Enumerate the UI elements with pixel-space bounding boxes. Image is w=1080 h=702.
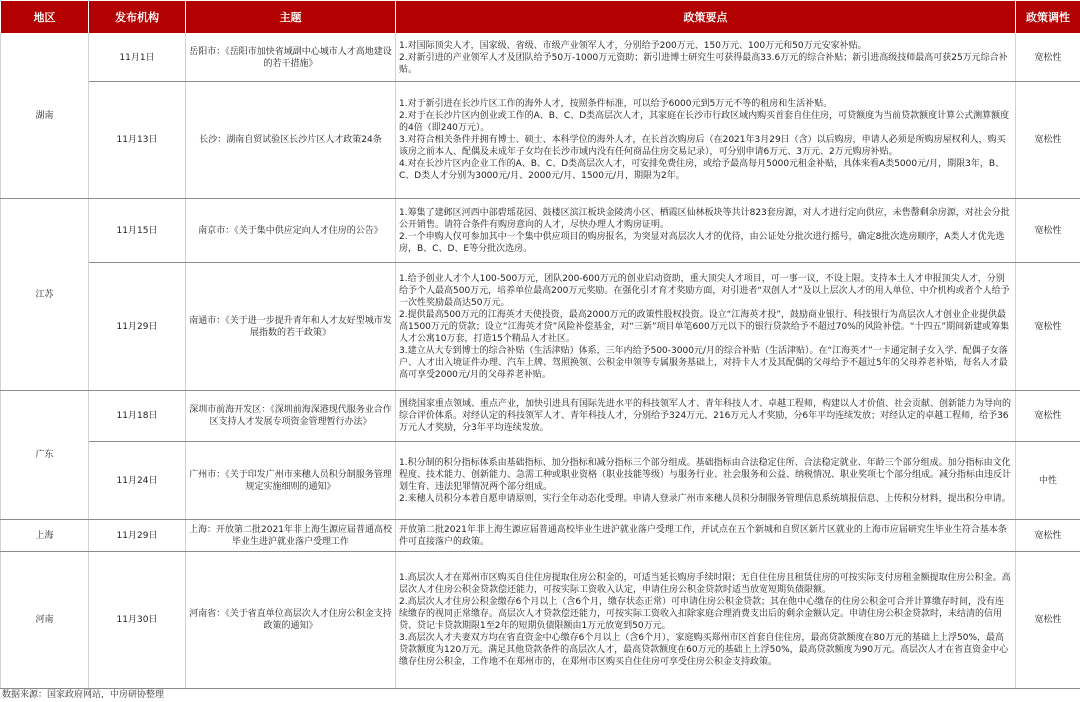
policy-point: 1.给予创业人才个人100-500万元，团队200-600万元的创业启动资助，重大顶尖人才项目，可一事一议，不设上限。支持本土人才申报顶尖人才，分别给予个人最高500万元，培养单位最高200万元奖励。在强化引才育才奖励方面，对引进者“双创人才”及以上层次人才的用人单位、中介机构或者个人给予一次性奖励最高达50万元。 (399, 273, 1010, 308)
policy-point: 1.筹集了建邺区河西中部碧瑶花园、鼓楼区滨江板块金陵湾小区、栖霞区仙林板块等共计823套房源，对人才进行定向供应，未售罄剩余房源，对社会分批公开销售。请符合条件有购房意向的人才，尽快办理人才购房证明。 (399, 207, 1010, 230)
date-cell: 11月30日 (89, 552, 186, 689)
policy-point: 3.建立从大专到博士的综合补贴（生活津贴）体系，三年内给予500-3000元/月的综合补贴（生活津贴）。在“江海英才”一卡通定制子女入学、配偶子女落户、人才出入境证件办理、汽车上牌、驾照换领、公积金申领等专属服务基础上，对持卡人才及其配偶的父母给予不超过5年的父母养老补贴，每名人才最高可享受2000元/月的父母养老补贴。 (399, 345, 1008, 380)
source-note: 数据来源：国家政府网站，中房研协整理 (2, 690, 165, 700)
table-row (1, 552, 1080, 689)
table-row (1, 520, 1080, 552)
policy-point: 2.一个申购人仅可参加其中一个集中供应项目的购房报名，为突显对高层次人才的优待，由公证处分批次进行摇号，确定8批次选房顺序，A类人才优先选房，B、C、D、E等分批次选房。 (399, 231, 1005, 254)
level-cell: 宽松性 (1016, 263, 1080, 391)
subject-cell: 长沙：湖南自贸试验区长沙片区人才政策24条 (186, 82, 396, 199)
date-cell: 11月1日 (89, 34, 186, 82)
region-cell: 广东 (1, 391, 89, 520)
subject-cell: 南通市：《关于进一步提升青年和人才友好型城市发展指数的若干政策》 (186, 263, 396, 391)
date-cell: 11月29日 (89, 263, 186, 391)
table-row (1, 34, 1080, 82)
table-row (1, 199, 1080, 263)
subject-cell: 南京市：《关于集中供应定向人才住房的公告》 (186, 199, 396, 263)
date-cell: 11月29日 (89, 520, 186, 552)
policy-point: 围绕国家重点领域、重点产业，加快引进具有国际先进水平的科技领军人才、青年科技人才、卓越工程师，构建以人才价值、社会贡献、创新能力为导向的综合评价体系。对经认定的科技领军人才、青年科技人才，分别给予324万元、216万元人才奖励，分6年平均连续发放；对经认定的卓越工程师，给予36万元人才奖励，分3年平均连续发放。 (399, 399, 1012, 433)
table-row (1, 442, 1080, 520)
subject-cell: 上海：开放第二批2021年非上海生源应届普通高校毕业生进沪就业落户受理工作 (186, 520, 396, 552)
policy-point: 2.高层次人才住房公积金缴存6个月以上（含6个月，缴存状态正常）可申请住房公积金贷款；其在他中心缴存的住房公积金可合并计算缴存时间，没有连续缴存的视同正常缴存。高层次人才贷款偿还能力，可按实际工资收入扣除家庭合理消费支出后的剩余金额认定。申请住房公积金贷款时，未结清的信用贷、贷记卡贷款期限1至2年的短期负债限额由1万元放宽到50万元。 (399, 597, 1005, 631)
policy-point: 开放第二批2021年非上海生源应届普通高校毕业生进沪就业落户受理工作，并试点在五个新城和自贸区新片区就业的上海市应届研究生毕业生符合基本条件可直接落户的政策。 (399, 524, 1007, 547)
date-cell: 11月13日 (89, 82, 186, 199)
table-row (1, 263, 1080, 391)
date-cell: 11月24日 (89, 442, 186, 520)
policy-point: 1.高层次人才在郑州市区购买自住住房提取住房公积金的，可适当延长购房手续时限；无自住住房且租赁住房的可按实际支付房租金额提取住房公积金。高层次人才住房公积金贷款偿还能力，可按实际工资收入认定，申请住房公积金贷款时适当放宽短期负债限额。 (399, 573, 1011, 595)
policy-point: 3.对符合相关条件并拥有博士、硕士、本科学位的海外人才，在长首次购房后（在2021年3月29日（含）以后购房，申请人必须是所购房屋权利人，购买该房之前本人、配偶及未成年子女均在长沙市域内没有任何商品住房交易记录），可分别申请6万元、3万元、2万元购房补贴。 (399, 135, 1006, 157)
region-cell: 湖南 (1, 34, 89, 199)
date-cell: 11月18日 (89, 391, 186, 442)
policy-point: 2.来穗人员积分本着自愿申请原则，实行全年动态化受理。申请人登录广州市来穗人员积分制服务管理信息系统填报信息、上传积分材料，提出积分申请。 (399, 493, 1011, 504)
header-points: 政策要点 (396, 1, 1016, 34)
points-cell (396, 199, 1016, 263)
policy-point: 4.对在长沙片区内企业工作的A、B、C、D类高层次人才，可安排免费住房，或给予最高每月5000元租金补贴，具体来看A类5000元/月，期限3年，B、C、D类人才分别为3000元/月、2000元/月、1500元/月，期限为2年。 (399, 159, 1005, 181)
policy-point: 1.对国际顶尖人才，国家级、省级、市级产业领军人才，分别给予200万元、150万元、100万元和50万元安家补贴。 (399, 40, 867, 51)
header-subject: 主题 (186, 1, 396, 34)
policy-point: 3.高层次人才夫妻双方均在省直资金中心缴存6个月以上（含6个月），家庭购买郑州市区首套自住住房，最高贷款额度在80万元的基础上上浮50%，最高贷款额度为120万元。满足其他贷款条件的高层次人才，最高贷款额度在60万元的基础上上浮50%，最高贷款额度为90万元。高层次人才在省直资金中心缴存住房公积金，工作地不在郑州市的，在郑州市区购买自住住房可享受住房公积金支持政策。 (399, 633, 1009, 667)
points-cell (396, 391, 1016, 442)
level-cell: 宽松性 (1016, 199, 1080, 263)
level-cell: 宽松性 (1016, 82, 1080, 199)
policy-point: 2.对于在长沙片区内创业或工作的A、B、C、D类高层次人才，其家庭在长沙市行政区域内购买首套自住住房，可贷额度为当前贷款额度计算公式测算额度的4倍（即240万元）。 (399, 111, 1010, 133)
header-region: 地区 (1, 1, 89, 34)
table-header-row (1, 1, 1080, 34)
subject-cell: 广州市：《关于印发广州市来穗人员积分制服务管理规定实施细则的通知》 (186, 442, 396, 520)
header-institution: 发布机构 (89, 1, 186, 34)
region-cell: 江苏 (1, 199, 89, 391)
points-cell (396, 552, 1016, 689)
region-cell: 上海 (1, 520, 89, 552)
subject-cell: 岳阳市：《岳阳市加快省域副中心城市人才高地建设的若干措施》 (186, 34, 396, 82)
policy-point: 1.积分制的积分指标体系由基础指标、加分指标和减分指标三个部分组成。基础指标由合法稳定住所、合法稳定就业、年龄三个部分组成。加分指标由文化程度、技术能力、创新能力、急需工种或职业资格（职业技能等级）与服务行业、社会服务和公益、纳税情况、职业奖项七个部分组成。减分指标由违反计划生育、违法犯罪情况两个部分组成。 (399, 457, 1012, 492)
policy-point: 1.对于新引进在长沙片区工作的海外人才，按照条件标准，可以给予6000元到5万元不等的租房和生活补贴。 (399, 99, 833, 109)
level-cell: 宽松性 (1016, 391, 1080, 442)
table-row (1, 82, 1080, 199)
points-cell (396, 520, 1016, 552)
subject-cell: 深圳市前海开发区：《深圳前海深港现代服务业合作区支持人才发展专项资金管理暂行办法》 (186, 391, 396, 442)
table-row (1, 391, 1080, 442)
level-cell: 宽松性 (1016, 34, 1080, 82)
points-cell (396, 442, 1016, 520)
level-cell: 宽松性 (1016, 520, 1080, 552)
level-cell: 中性 (1016, 442, 1080, 520)
subject-cell: 河南省：《关于省直单位高层次人才住房公积金支持政策的通知》 (186, 552, 396, 689)
header-level: 政策调性 (1016, 1, 1080, 34)
date-cell: 11月15日 (89, 199, 186, 263)
points-cell (396, 82, 1016, 199)
points-cell (396, 34, 1016, 82)
region-cell: 河南 (1, 552, 89, 689)
level-cell: 宽松性 (1016, 552, 1080, 689)
policy-point: 2.对新引进的产业领军人才及团队给予50万-1000万元资助；新引进博士研究生可获得最高33.6万元的综合补贴；新引进高级技师最高可获25万元综合补贴。 (399, 52, 1008, 75)
points-cell (396, 263, 1016, 391)
policy-point: 2.提供最高500万元的江海英才天使投资，最高2000万元的政策性股权投资。设立“江海英才投”，鼓励商业银行、科技银行为高层次人才创业企业提供最高1500万元的贷款；设立“江海英才贷”风险补偿基金，对“三新”项目单笔600万元以下的银行贷款给予不超过70%的风险补偿。“十四五”期间新建或筹集人才公寓10万套，打造15个精品人才社区。 (399, 309, 1010, 344)
